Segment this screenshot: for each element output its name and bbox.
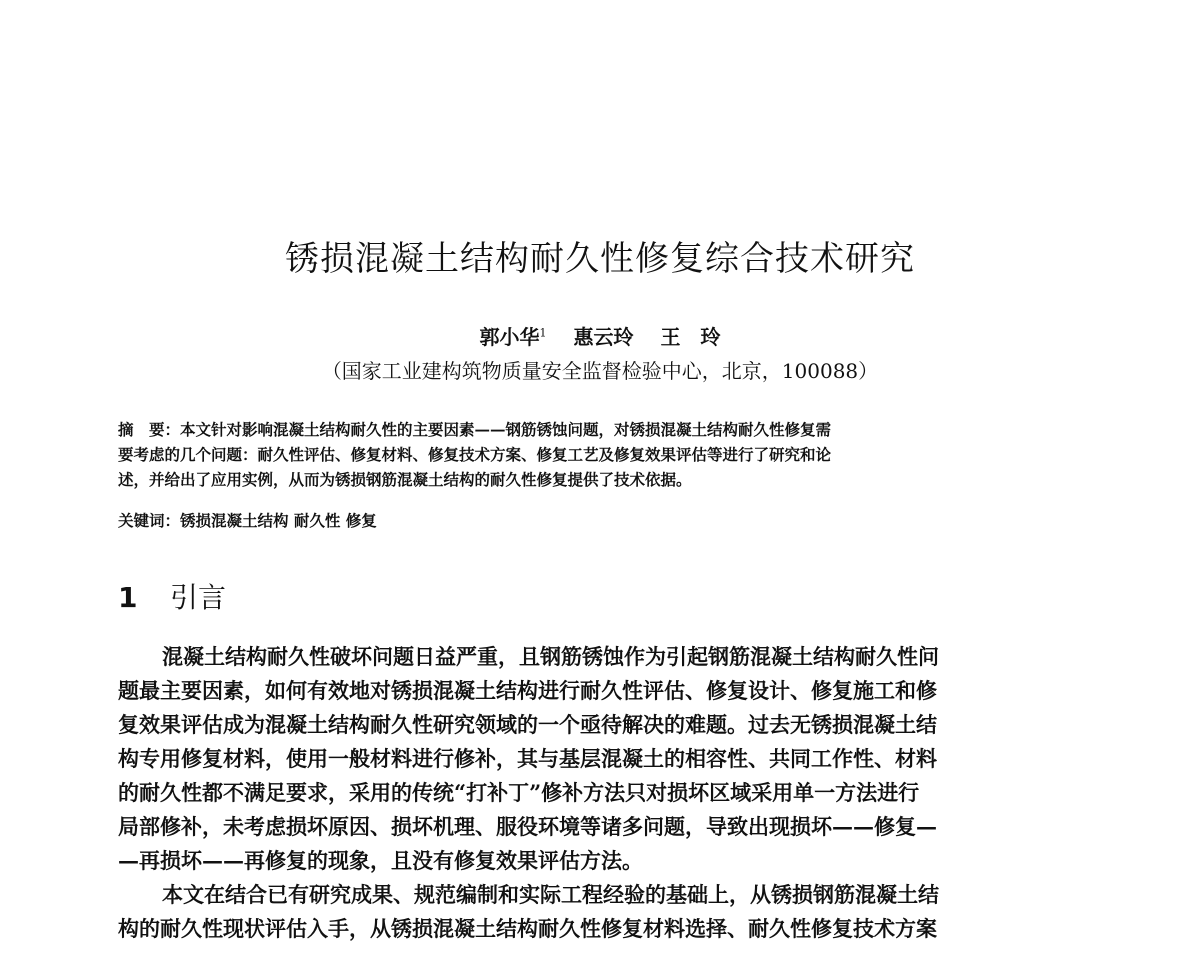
- section-title: 引言: [170, 581, 227, 614]
- body-line: 混凝土结构耐久性破坏问题日益严重，且钢筋锈蚀作为引起钢筋混凝土结构耐久性问: [162, 644, 939, 669]
- body-line: —再损坏——再修复的现象，且没有修复效果评估方法。: [118, 848, 643, 873]
- abstract-line: 摘 要：本文针对影响混凝土结构耐久性的主要因素——钢筋锈蚀问题，对锈损混凝土结构耐久性修复需: [118, 420, 832, 439]
- affiliation: （国家工业建构筑物质量安全监督检验中心，北京，100088）: [321, 359, 879, 383]
- author-1-affiliation-mark: 1: [539, 326, 547, 339]
- author-2: [574, 325, 634, 349]
- author-3: [660, 325, 720, 349]
- body-line: 局部修补，未考虑损坏原因、损坏机理、服役环境等诸多问题，导致出现损坏——修复—: [118, 814, 937, 839]
- body-line: 的耐久性都不满足要求，采用的传统“打补丁”修补方法只对损坏区域采用单一方法进行: [118, 780, 920, 805]
- keywords: 关键词：锈损混凝土结构 耐久性 修复: [118, 511, 377, 530]
- author-list: [0, 318, 1200, 352]
- section-heading-intro: [118, 578, 226, 618]
- abstract-line: 述，并给出了应用实例，从而为锈损钢筋混凝土结构的耐久性修复提供了技术依据。: [118, 470, 692, 489]
- section-number: 1: [118, 581, 138, 614]
- author-1: [480, 325, 547, 349]
- body-line: 本文在结合已有研究成果、规范编制和实际工程经验的基础上，从锈损钢筋混凝土结: [162, 882, 939, 907]
- intro-body: [118, 640, 1090, 946]
- author-3-name: 王 玲: [660, 324, 721, 349]
- body-line: 构的耐久性现状评估入手，从锈损混凝土结构耐久性修复材料选择、耐久性修复技术方案: [118, 916, 937, 941]
- abstract: [118, 417, 1090, 492]
- paper-title: 锈损混凝土结构耐久性修复综合技术研究: [285, 239, 915, 279]
- author-1-name: 郭小华: [479, 324, 540, 349]
- abstract-line: 要考虑的几个问题：耐久性评估、修复材料、修复技术方案、修复工艺及修复效果评估等进行了研究和论: [118, 445, 832, 464]
- author-2-name: 惠云玲: [573, 324, 634, 349]
- body-line: 复效果评估成为混凝土结构耐久性研究领域的一个亟待解决的难题。过去无锈损混凝土结: [118, 712, 937, 737]
- body-line: 题最主要因素，如何有效地对锈损混凝土结构进行耐久性评估、修复设计、修复施工和修: [118, 678, 937, 703]
- body-line: 构专用修复材料，使用一般材料进行修补，其与基层混凝土的相容性、共同工作性、材料: [118, 746, 937, 771]
